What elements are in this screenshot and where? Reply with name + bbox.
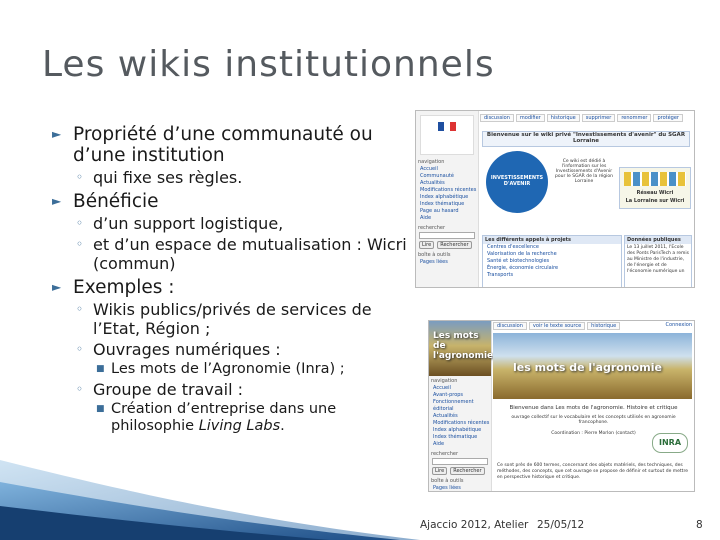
wiki2-nav-link[interactable]: Index alphabétique xyxy=(433,427,482,433)
wiki1-call-link[interactable]: Énergie, économie circulaire xyxy=(487,265,559,271)
wiki1-nav-link[interactable]: Accueil xyxy=(420,166,438,172)
bullet-1-1: ◦ qui fixe ses règles. xyxy=(76,168,243,187)
wiki1-call-link[interactable]: Transports xyxy=(487,272,514,278)
wiki2-tab[interactable]: voir le texte source xyxy=(529,322,585,330)
footer-event: Ajaccio 2012, Atelier xyxy=(420,519,529,531)
wiki1-calls-heading: Les différents appels à projets xyxy=(483,236,621,244)
wiki1-call-link[interactable]: Valorisation de la recherche xyxy=(487,251,557,257)
wiki2-tab[interactable]: discussion xyxy=(493,322,527,330)
wiki1-tab[interactable]: renommer xyxy=(617,114,651,122)
bullet-2-2: ◦ et d’un espace de mutualisation : Wicri (commun) xyxy=(76,235,407,273)
wiki1-network-link[interactable]: Réseau Wicri xyxy=(636,190,674,196)
wiki1-call-link[interactable]: Santé et biotechnologies xyxy=(487,258,550,264)
wiki1-nav-link[interactable]: Aide xyxy=(420,215,432,221)
inra-logo: INRA xyxy=(652,433,688,453)
wiki1-sidebar xyxy=(416,111,479,287)
wiki1-nav-link[interactable]: Index alphabétique xyxy=(420,194,469,200)
arrow-bullet-icon: ► xyxy=(52,127,62,141)
wiki2-sidebar xyxy=(429,321,492,491)
bullet-2: ► Bénéficie xyxy=(52,191,159,212)
wiki1-nav-link[interactable]: Actualités xyxy=(420,180,445,186)
wiki2-tab[interactable]: historique xyxy=(587,322,620,330)
decorative-wave xyxy=(0,420,420,540)
circle-bullet-icon: ◦ xyxy=(76,382,84,396)
bullet-2-1: ◦ d’un support logistique, xyxy=(76,214,284,233)
wiki1-call-link[interactable]: Centres d'excellence xyxy=(487,244,539,250)
wiki1-tab[interactable]: supprimer xyxy=(582,114,616,122)
circle-bullet-icon: ◦ xyxy=(76,170,84,184)
bullet-3-2-1: ■ Les mots de l’Agronomie (Inra) ; xyxy=(96,361,345,377)
wiki1-welcome-banner: Bienvenue sur le wiki privé "Investissements d'avenir" du SGAR Lorraine xyxy=(482,131,690,147)
wiki-screenshot-investissements xyxy=(415,110,695,288)
wiki1-search-heading: rechercher xyxy=(418,225,446,231)
wiki1-tabs xyxy=(480,114,692,122)
wiki1-nav-heading: navigation xyxy=(418,159,445,165)
wiki1-search-button[interactable]: Rechercher xyxy=(437,241,471,249)
wiki-screenshot-agronomie xyxy=(428,320,695,492)
wiki2-search-button[interactable]: Rechercher xyxy=(450,467,484,475)
wiki2-search-input[interactable] xyxy=(432,458,488,465)
wiki1-data-text: Le 13 juillet 2011, l'Ecole des Ponts ParisTech a remis au Ministre de l'industrie, de l'énergie et de l'économie numérique un xyxy=(627,245,690,274)
investissements-globe-logo: INVESTISSEMENTS D'AVENIR xyxy=(486,151,548,213)
square-bullet-icon: ■ xyxy=(96,364,105,374)
circle-bullet-icon: ◦ xyxy=(76,237,84,251)
slide-title: Les wikis institutionnels xyxy=(42,44,495,85)
wiki2-nav-link[interactable]: Modifications récentes xyxy=(433,420,490,426)
wiki2-coordination: Coordination : Pierre Morlon (contact) xyxy=(551,431,636,436)
wiki2-nav-link[interactable]: Aide xyxy=(433,441,445,447)
wiki2-subtitle: ouvrage collectif sur le vocabulaire et les concepts utilisés en agronomie francophone. xyxy=(511,415,676,425)
bullet-3-1: ◦ Wikis publics/privés de services de l’Etat, Région ; xyxy=(76,300,372,338)
wiki1-calls-box xyxy=(482,235,622,288)
wiki2-go-button[interactable]: Lire xyxy=(432,467,447,475)
wiki1-nav-link[interactable]: Modifications récentes xyxy=(420,187,477,193)
wiki2-nav-link[interactable]: Actualités xyxy=(433,413,458,419)
wiki1-nav-link[interactable]: Communauté xyxy=(420,173,454,179)
bullet-1: ► Propriété d’une communauté ou d’une institution xyxy=(52,124,373,166)
wiki2-tabs xyxy=(493,322,692,330)
marianne-logo xyxy=(420,115,474,155)
wiki1-icon-panel xyxy=(619,167,691,209)
arrow-bullet-icon: ► xyxy=(52,194,62,208)
bullet-3: ► Exemples : xyxy=(52,277,175,298)
footer-date: 25/05/12 xyxy=(537,519,585,531)
wiki1-tools-link[interactable]: Pages liées xyxy=(420,259,448,265)
arrow-bullet-icon: ► xyxy=(52,280,62,294)
wiki1-nav-link[interactable]: Page au hasard xyxy=(420,208,459,214)
bullet-list xyxy=(52,120,407,435)
page-number: 8 xyxy=(696,519,703,531)
wiki1-data-heading: Données publiques xyxy=(625,236,691,244)
wiki2-nav-link[interactable]: Avant-props xyxy=(433,392,464,398)
wiki2-search-heading: rechercher xyxy=(431,451,459,457)
wiki2-tools-link[interactable]: Pages liées xyxy=(433,485,461,491)
wiki2-nav-heading: navigation xyxy=(431,378,458,384)
bullet-3-3: ◦ Groupe de travail : xyxy=(76,380,244,399)
square-bullet-icon: ■ xyxy=(96,404,105,414)
wiki2-tools-heading: boîte à outils xyxy=(431,478,464,484)
wiki1-lorraine-link[interactable]: La Lorraine sur Wicri xyxy=(625,198,685,204)
wiki1-go-button[interactable]: Lire xyxy=(419,241,434,249)
bullet-3-2: ◦ Ouvrages numériques : xyxy=(76,340,281,359)
circle-bullet-icon: ◦ xyxy=(76,302,84,316)
wiki1-tab[interactable]: modifier xyxy=(516,114,545,122)
wiki1-tab[interactable]: protéger xyxy=(653,114,683,122)
wiki2-nav-link[interactable]: Fonctionnement éditorial xyxy=(433,399,474,412)
wiki1-tab[interactable]: discussion xyxy=(480,114,514,122)
bullet-3-3-1: ■ Création d’entreprise dans une philosophie Living Labs. xyxy=(96,401,337,434)
circle-bullet-icon: ◦ xyxy=(76,216,84,230)
wiki1-nav-link[interactable]: Index thématique xyxy=(420,201,465,207)
agronomie-logo: Les mots de l'agronomie xyxy=(429,321,491,376)
wiki2-nav-link[interactable]: Index thématique xyxy=(433,434,478,440)
wiki1-search-input[interactable] xyxy=(419,232,475,239)
wiki2-welcome-text: Bienvenue dans Les mots de l'agronomie. Histoire et critique xyxy=(509,405,678,411)
circle-bullet-icon: ◦ xyxy=(76,342,84,356)
wiki1-tools-heading: boîte à outils xyxy=(418,252,451,258)
wiki2-body-text: Ce sont près de 600 termes, concernant des objets matériels, des techniques, des méthodes, des concepts, que cet ouvrage se propose de définir et surtout de mettre en perspective historique et critique. xyxy=(497,463,688,480)
wiki1-tab[interactable]: historique xyxy=(547,114,580,122)
wiki2-nav-link[interactable]: Accueil xyxy=(433,385,451,391)
wiki1-intro-text: Ce wiki est dédié à l'information sur les Investissements d'Avenir pour le SGAR de la région Lorraine xyxy=(555,159,613,184)
wiki2-field-photo: les mots de l'agronomie xyxy=(493,333,692,399)
wiki2-login-link[interactable]: Connexion xyxy=(665,322,692,328)
wiki1-data-box xyxy=(624,235,692,288)
wiki1-icon-strip xyxy=(624,172,686,186)
